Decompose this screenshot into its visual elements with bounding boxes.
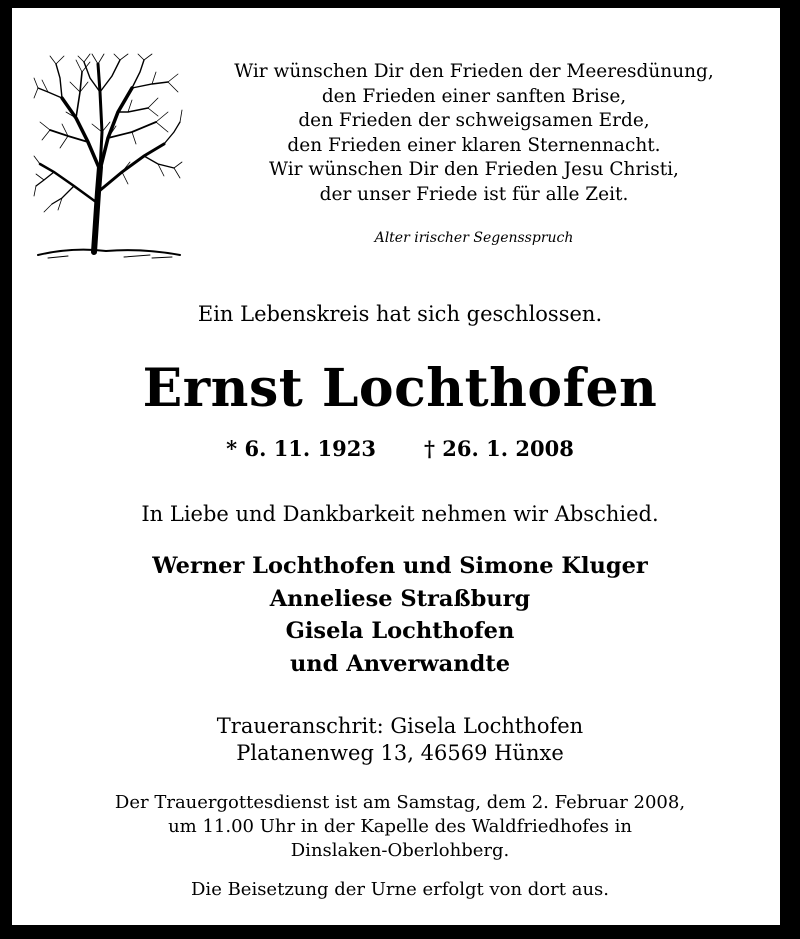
poem-line: den Frieden der schweigsamen Erde,: [298, 110, 650, 132]
service-info: [0, 791, 800, 863]
service-line: Dinslaken-Oberlohberg.: [290, 840, 510, 861]
address-line: Platanenweg 13, 46569 Hünxe: [236, 741, 564, 765]
mourner: Gisela Lochthofen: [285, 618, 515, 644]
bare-tree-icon: [32, 52, 184, 264]
mourning-address: [0, 713, 800, 767]
address-line: Traueranschrit: Gisela Lochthofen: [216, 714, 584, 738]
death-date: † 26. 1. 2008: [424, 436, 574, 461]
birth-date: * 6. 11. 1923: [226, 436, 376, 461]
deceased-name: Ernst Lochthofen: [142, 358, 658, 419]
life-dates: [0, 436, 800, 461]
poem-line: der unser Friede ist für alle Zeit.: [319, 183, 629, 205]
mourner: Werner Lochthofen und Simone Kluger: [152, 553, 648, 579]
farewell-line: In Liebe und Dankbarkeit nehmen wir Abschied.: [141, 502, 659, 526]
poem-line: Wir wünschen Dir den Frieden Jesu Christi,: [269, 159, 679, 181]
poem: [200, 60, 748, 208]
service-line: Der Trauergottesdienst ist am Samstag, dem 2. Februar 2008,: [114, 792, 686, 813]
burial-note: Die Beisetzung der Urne erfolgt von dort aus.: [191, 879, 609, 900]
poem-line: den Frieden einer sanften Brise,: [321, 85, 627, 107]
mourner: und Anverwandte: [289, 650, 511, 677]
intro-line: Ein Lebenskreis hat sich geschlossen.: [197, 302, 603, 326]
poem-line: den Frieden einer klaren Sternennacht.: [287, 134, 661, 156]
mourner: Anneliese Straßburg: [269, 585, 531, 612]
service-line: um 11.00 Uhr in der Kapelle des Waldfriedhofes in: [168, 816, 632, 837]
poem-line: Wir wünschen Dir den Frieden der Meeresdünung,: [234, 61, 714, 82]
mourners-list: [0, 550, 800, 680]
poem-source: Alter irischer Segensspruch: [374, 230, 574, 246]
